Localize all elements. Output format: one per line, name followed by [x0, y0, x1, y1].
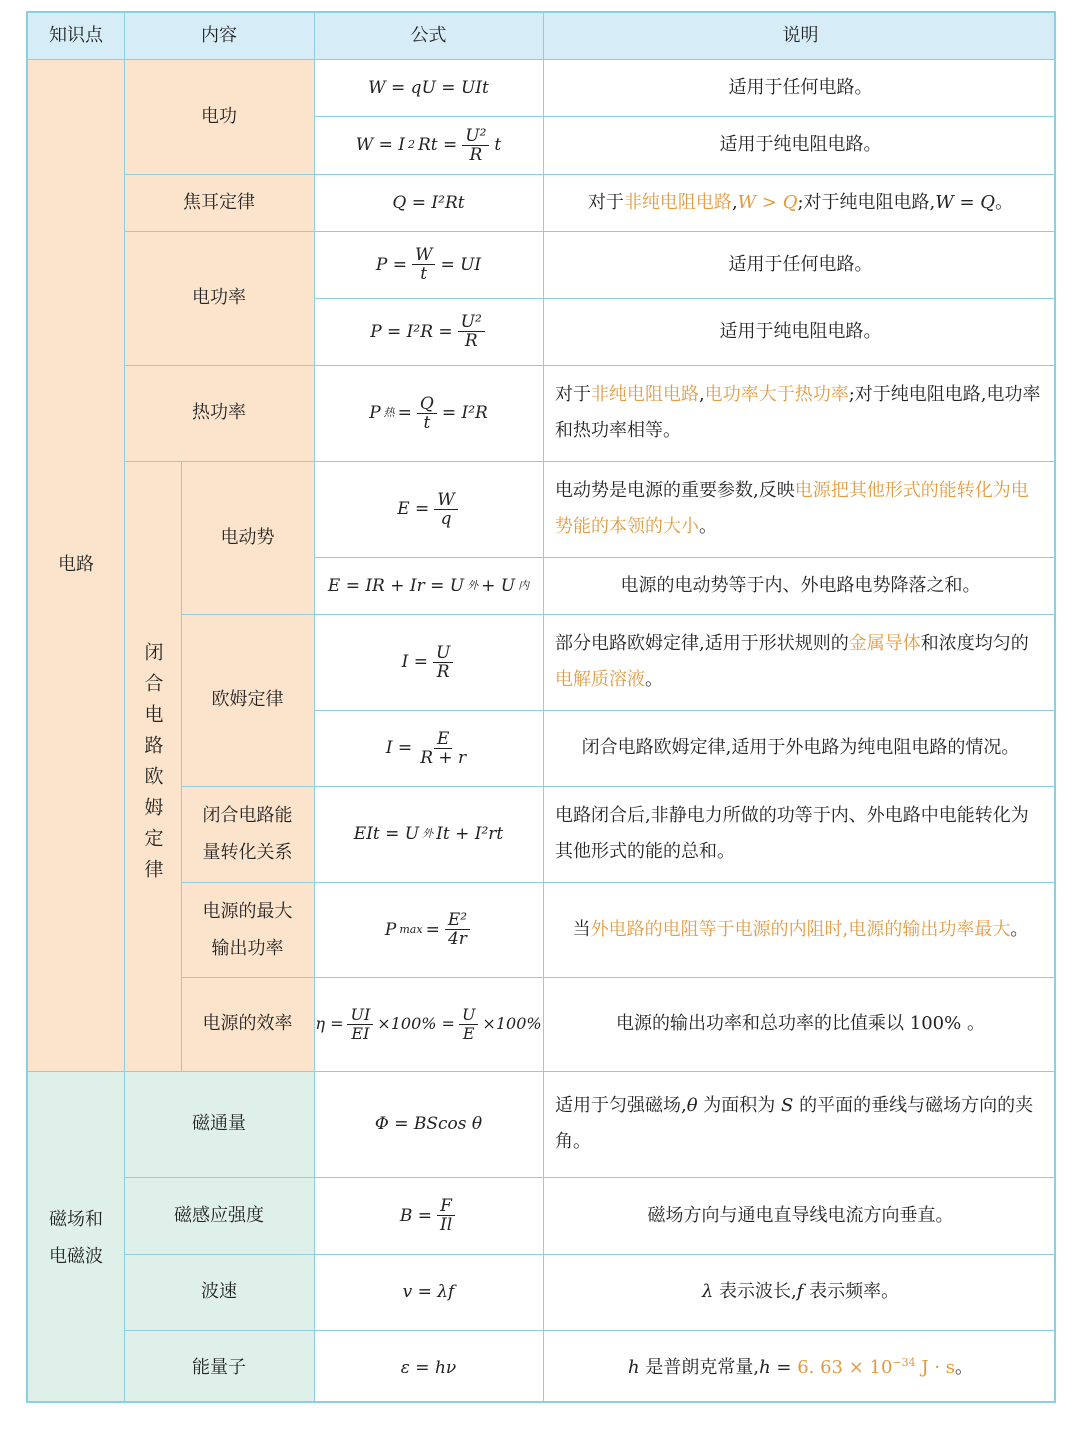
w2-den: R: [469, 144, 483, 165]
formula-quantum: [314, 1330, 543, 1403]
formula-heat-power: P 热 = $\frac{Q}{t}$ = I²R: [369, 393, 488, 433]
grid-line: [124, 365, 1056, 366]
formula-energy: EIt = U 外 It + I²rt: [314, 786, 543, 882]
desc-ohm-1: [543, 614, 1056, 710]
heat-b: 非纯电阻电路: [591, 384, 699, 405]
header-formula: 公式: [314, 13, 543, 59]
ph-num: Q: [417, 395, 437, 414]
topic-ohm: 欧姆定律: [181, 614, 314, 786]
grid-line: [28, 59, 1056, 60]
desc-quantum: [543, 1330, 1056, 1403]
q-d: =: [770, 1356, 798, 1378]
q-h: 。: [954, 1356, 973, 1378]
grid-line: [181, 461, 182, 1071]
eta-num2: U: [459, 1006, 478, 1025]
header-content: 内容: [124, 13, 314, 59]
w2-b: Rt =: [417, 135, 458, 155]
ohm1-c: 和浓度均匀的: [920, 633, 1029, 654]
joule-c: ,: [731, 191, 738, 213]
formula-emf-2: E = IR + Ir = U 外 + U 内: [314, 557, 543, 614]
eta-den1: EI: [351, 1023, 370, 1043]
e1-den: q: [440, 508, 452, 529]
formula-flux: [314, 1071, 543, 1177]
ph-c: = I²R: [441, 403, 488, 423]
formula-work-2: W = I 2 Rt = $\frac{\text{U²}}{R}$ t: [355, 125, 502, 165]
joule-d: W > Q: [737, 191, 798, 213]
eta-den2: E: [462, 1023, 475, 1043]
eta-a: η =: [315, 1014, 344, 1033]
maxp-c: 。: [1010, 918, 1029, 940]
pm-num: E²: [445, 911, 470, 930]
formula-joule-text: Q = I²Rt: [392, 192, 465, 213]
eta-frac-1: [347, 1006, 373, 1043]
q-e: 6. 63 × 10: [797, 1356, 893, 1378]
group-em-line2: 电磁波: [49, 1246, 103, 1267]
b-den: Il: [439, 1215, 453, 1235]
p2-a: P = I²R =: [370, 321, 453, 342]
desc-energy: 电路闭合后,非静电力所做的功等于内、外电路中电能转化为其他形式的能的总和。: [555, 805, 1029, 862]
topic-joule: 焦耳定律: [124, 174, 314, 231]
ph-a: P: [369, 403, 381, 423]
grid-line: [314, 710, 1056, 711]
grid-line: [314, 13, 315, 1403]
grid-line: [181, 882, 1056, 883]
eta-num1: UI: [347, 1006, 373, 1025]
e1-frac: [434, 491, 457, 528]
wave-c: f: [796, 1281, 804, 1302]
formula-joule: [314, 174, 543, 231]
e1-a: E =: [397, 499, 430, 519]
desc-wave-speed: [543, 1254, 1056, 1330]
flux-c: 为面积为: [697, 1095, 782, 1116]
i1-den: R: [436, 661, 450, 682]
topic-flux: 磁通量: [124, 1071, 314, 1177]
e1-num: W: [434, 491, 457, 510]
heat-a: 对于: [555, 384, 591, 405]
b-frac: [437, 1197, 455, 1234]
flux-d: S: [781, 1095, 794, 1116]
topic-energy: [181, 786, 314, 882]
q-b: 是普朗克常量,: [639, 1356, 760, 1378]
desc-work-2: 适用于纯电阻电路。: [719, 134, 882, 155]
formula-wave-speed: [314, 1254, 543, 1330]
grid-line: [28, 1071, 1056, 1072]
eta-frac-2: [459, 1006, 478, 1043]
heat-c: ,: [699, 384, 705, 405]
grid-line: [124, 1177, 1056, 1178]
topic-wave-speed: 波速: [124, 1254, 314, 1330]
p2-den: R: [464, 331, 478, 351]
pm-frac: [445, 911, 470, 948]
i1-num: U: [433, 644, 453, 663]
grid-line: [314, 116, 1056, 117]
i2-a: I =: [385, 738, 413, 758]
topic-work: 电功: [124, 59, 314, 174]
b-a: B =: [399, 1205, 432, 1226]
p1-b: = UI: [440, 254, 482, 275]
p2-frac: [458, 313, 485, 350]
q-g: J · s: [915, 1356, 955, 1378]
heat-e: ;对于纯电阻电路,电功率和热功率相等。: [555, 384, 1041, 441]
w2-a: W = I: [355, 135, 405, 155]
grid-line: [181, 614, 1056, 615]
wave-b: 表示波长,: [713, 1281, 797, 1302]
i2-frac: [417, 730, 469, 767]
group-closed-ohm-label: 闭合电路欧姆定律: [141, 642, 164, 890]
p1-a: P =: [375, 254, 407, 275]
topic-max-power-line1: 电源的最大: [202, 900, 293, 922]
desc-efficiency: 电源的输出功率和总功率的比值乘以 100% 。: [616, 1013, 985, 1034]
formula-b-field: [314, 1177, 543, 1254]
b-num: F: [437, 1197, 455, 1216]
e2-a: E = IR + Ir = U: [327, 575, 465, 596]
formula-ohm-2: [314, 710, 543, 786]
heat-d: 电功率大于热功率: [704, 384, 849, 405]
joule-g: 。: [995, 191, 1014, 213]
grid-line: [124, 231, 1056, 232]
w2-num: U²: [462, 127, 489, 146]
ohm1-e: 。: [645, 669, 663, 690]
p1-den: t: [420, 264, 428, 284]
desc-emf-1: [543, 461, 1056, 557]
desc-heat-power: [543, 365, 1056, 461]
desc-flux: [543, 1071, 1056, 1177]
formula-power-2: [314, 298, 543, 365]
joule-a: 对于: [587, 191, 624, 213]
grid-line: [124, 174, 1056, 175]
topic-power: 电功率: [124, 231, 314, 365]
grid-line: [543, 13, 544, 1403]
desc-emf-2: 电源的电动势等于内、外电路电势降落之和。: [620, 574, 981, 596]
desc-ohm-2: 闭合电路欧姆定律,适用于外电路为纯电阻电路的情况。: [581, 737, 1020, 758]
desc-max-power: [543, 882, 1056, 977]
group-em-line1: 磁场和: [49, 1209, 103, 1230]
knowledge-table: [26, 11, 1056, 1403]
desc-power-1: 适用于任何电路。: [728, 253, 873, 275]
topic-efficiency: 电源的效率: [181, 977, 314, 1071]
p1-num: W: [412, 246, 435, 265]
grid-line: [181, 977, 1056, 978]
formula-flux-text: Φ = BScos θ: [374, 1114, 483, 1134]
topic-max-power-line2: 输出功率: [211, 937, 284, 959]
ohm1-a: 部分电路欧姆定律,适用于形状规则的: [555, 633, 849, 654]
topic-energy-line1: 闭合电路能: [202, 805, 293, 826]
grid-line: [314, 298, 1056, 299]
q-f: −34: [892, 1355, 916, 1369]
maxp-a: 当: [572, 918, 591, 940]
formula-power-1: [314, 231, 543, 298]
i1-a: I =: [401, 652, 429, 672]
grid-line: [124, 461, 1056, 462]
maxp-b: 外电路的电阻等于电源的内阻时,电源的输出功率最大: [590, 918, 1011, 940]
eta-c: ×100%: [482, 1014, 542, 1033]
pm-den: 4r: [447, 929, 467, 949]
en-a: EIt = U: [353, 824, 420, 844]
joule-f: W = Q: [935, 191, 996, 213]
pm-b: =: [425, 919, 440, 940]
formula-wave-text: v = λf: [402, 1282, 455, 1302]
grid-line: [124, 1330, 1056, 1331]
topic-heat-power: 热功率: [124, 365, 314, 461]
header-description: 说明: [543, 13, 1056, 59]
flux-b: θ: [686, 1095, 698, 1116]
desc-work-1: 适用于任何电路。: [728, 76, 873, 98]
p2-num: U²: [458, 313, 485, 332]
emf1-b: 电源把其他形式的能转化为电势能的本领的大小: [555, 480, 1029, 537]
joule-b: 非纯电阻电路: [623, 191, 732, 213]
joule-e: ;对于纯电阻电路,: [797, 191, 936, 213]
ph-den: t: [423, 412, 431, 433]
grid-line: [181, 786, 1056, 787]
group-em: [28, 1071, 124, 1403]
wave-a: λ: [701, 1281, 714, 1302]
pm-a: P: [384, 919, 397, 940]
p1-frac: [412, 246, 435, 283]
grid-line: [124, 13, 125, 1403]
ph-b: =: [397, 403, 412, 423]
ohm1-d: 电解质溶液: [555, 669, 645, 690]
e2-b: + U: [481, 575, 516, 596]
header-knowledge-point: 知识点: [28, 13, 124, 59]
w2-c: t: [494, 135, 502, 155]
formula-work-1: [314, 59, 543, 116]
flux-a: 适用于匀强磁场,: [555, 1095, 687, 1116]
topic-b-field: 磁感应强度: [124, 1177, 314, 1254]
desc-b-field: 磁场方向与通电直导线电流方向垂直。: [647, 1204, 954, 1226]
formula-quantum-text: ε = hν: [400, 1357, 457, 1378]
formula-emf-1: [314, 461, 543, 557]
formula-work-1-text: W = qU = UIt: [368, 77, 489, 98]
topic-emf: 电动势: [181, 461, 314, 614]
flux-e: 的平面的垂线与磁场方向的夹角。: [555, 1095, 1034, 1152]
formula-ohm-1: [314, 614, 543, 710]
formula-efficiency: [314, 977, 543, 1071]
topic-energy-line2: 量转化关系: [202, 842, 293, 863]
emf1-c: 。: [699, 516, 717, 537]
ph-frac: [417, 395, 437, 432]
emf1-a: 电动势是电源的重要参数,反映: [555, 480, 795, 501]
eta-b: ×100% =: [377, 1014, 455, 1033]
group-circuit: 电路: [28, 59, 124, 1071]
grid-line: [314, 557, 1056, 558]
wave-d: 表示频率。: [803, 1281, 900, 1302]
formula-max-power: P max = $\frac{\text{E²}}{4r}$: [314, 882, 543, 977]
i1-frac: [433, 644, 453, 681]
en-b: It + I²rt: [436, 824, 504, 844]
i2-num: E: [434, 730, 452, 749]
group-closed-ohm: [124, 461, 181, 1071]
desc-joule: [543, 174, 1056, 231]
ohm1-b: 金属导体: [848, 633, 921, 654]
desc-power-2: 适用于纯电阻电路。: [719, 320, 882, 342]
w2-frac: [462, 127, 489, 164]
topic-quantum: 能量子: [124, 1330, 314, 1403]
topic-max-power: [181, 882, 314, 977]
q-a: h: [628, 1356, 640, 1378]
grid-line: [124, 1254, 1056, 1255]
i2-den: R + r: [420, 747, 467, 768]
q-c: h: [759, 1356, 771, 1378]
